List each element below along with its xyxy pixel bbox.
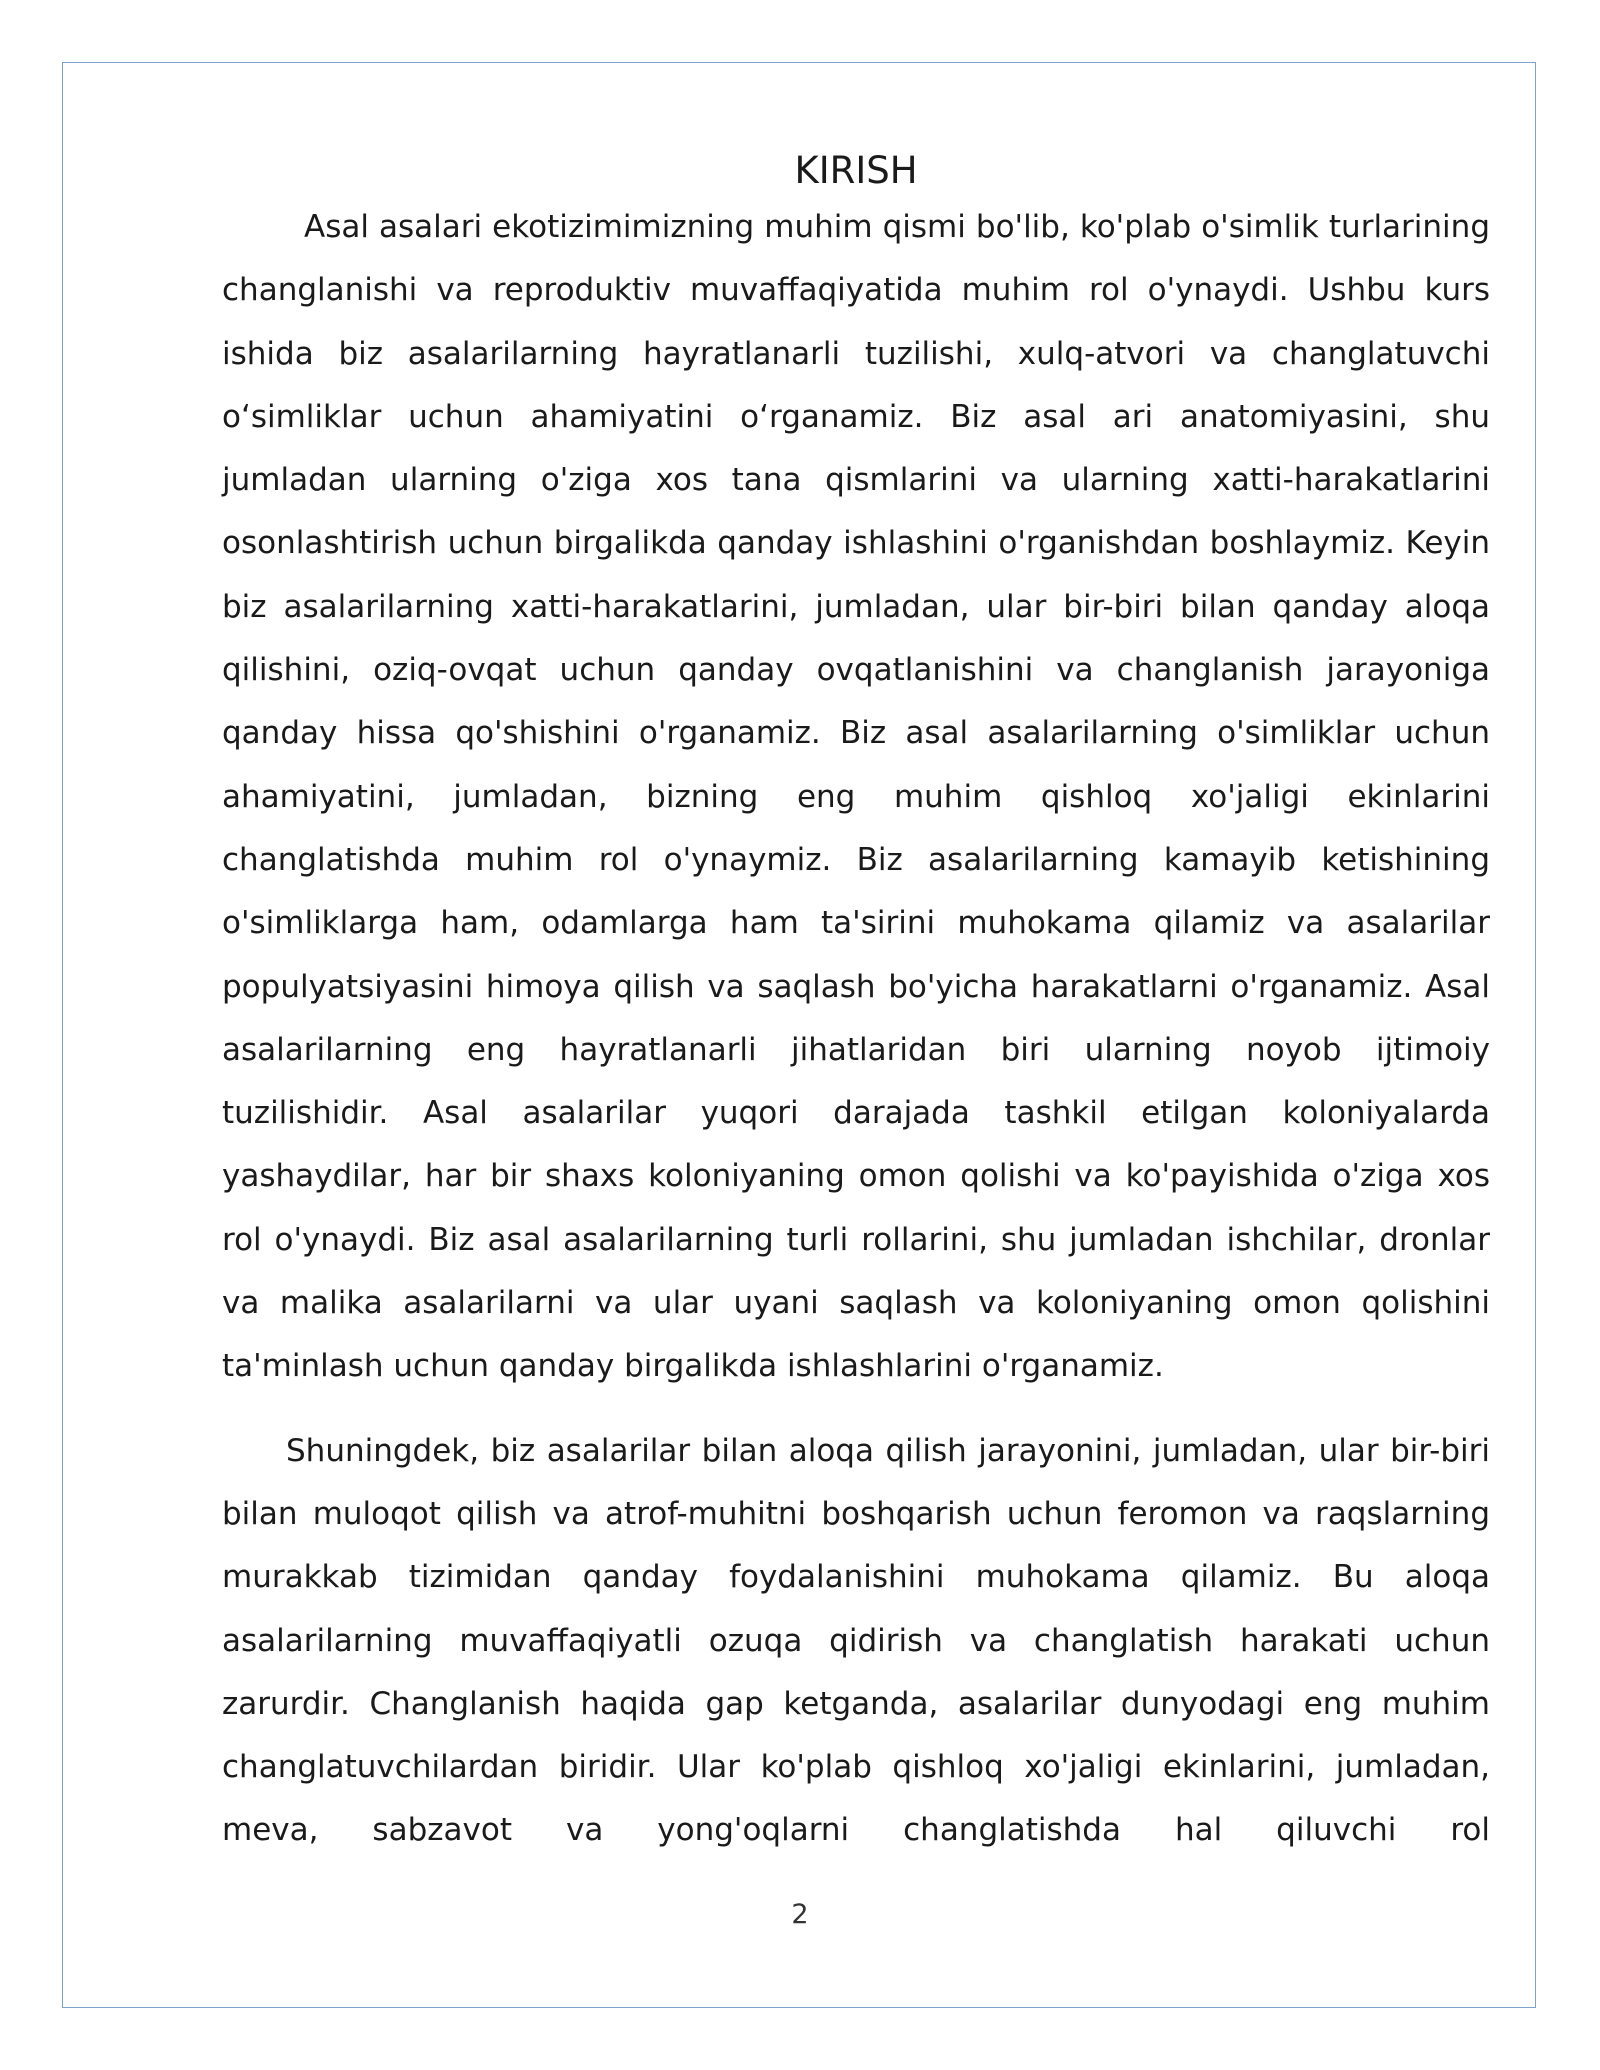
page-number: 2 xyxy=(791,1899,809,1930)
paragraph-communication: Shuningdek, biz asalarilar bilan aloqa qilish jarayonini, jumladan, ular bir-biri bilan muloqot qilish va atrof-muhitni boshqarish uchun feromon va raqslarning murakkab tizimidan qanday foydalanishini muhokama qilamiz. Bu aloqa asalarilarning muvaffaqiyatli ozuqa qidirish va changlatish harakati uchun zarurdir. Changlanish haqida gap ketganda, asalarilar dunyodagi eng muhim changlatuvchilardan biridir. Ular ko'plab qishloq xo'jaligi ekinlarini, jumladan, meva, sabzavot va yong'oqlarni changlatishda hal qiluvchi rol xyxy=(222,1432,1490,1849)
page-title: KIRISH xyxy=(794,149,918,192)
document-body xyxy=(222,146,1490,1863)
paragraph-intro: Asal asalari ekotizimimizning muhim qismi bo'lib, ko'plab o'simlik turlarining changlanishi va reproduktiv muvaffaqiyatida muhim rol o'ynaydi. Ushbu kurs ishida biz asalarilarning hayratlanarli tuzilishi, xulq-atvori va changlatuvchi o‘simliklar uchun ahamiyatini o‘rganamiz. Biz asal ari anatomiyasini, shu jumladan ularning o'ziga xos tana qismlarini va ularning xatti-harakatlarini osonlashtirish uchun birgalikda qanday ishlashini o'rganishdan boshlaymiz. Keyin biz asalarilarning xatti-harakatlarini, jumladan, ular bir-biri bilan qanday aloqa qilishini, oziq-ovqat uchun qanday ovqatlanishini va changlanish jarayoniga qanday hissa qo'shishini o'rganamiz. Biz asal asalarilarning o'simliklar uchun ahamiyatini, jumladan, bizning eng muhim qishloq xo'jaligi ekinlarini changlatishda muhim rol o'ynaymiz. Biz asalarilarning kamayib ketishining o'simliklarga ham, odamlarga ham ta'sirini muhokama qilamiz va asalarilar populyatsiyasini himoya qilish va saqlash bo'yicha harakatlarni o'rganamiz. Asal asalarilarning eng hayratlanarli jihatlaridan biri ularning noyob ijtimoiy tuzilishidir. Asal asalarilar yuqori darajada tashkil etilgan koloniyalarda yashaydilar, har bir shaxs koloniyaning omon qolishi va ko'payishida o'ziga xos rol o'ynaydi. Biz asal asalarilarning turli rollarini, shu jumladan ishchilar, dronlar va malika asalarilarni va ular uyani saqlash va koloniyaning omon qolishini ta'minlash uchun qanday birgalikda ishlashlarini o'rganamiz. xyxy=(222,209,1490,1385)
